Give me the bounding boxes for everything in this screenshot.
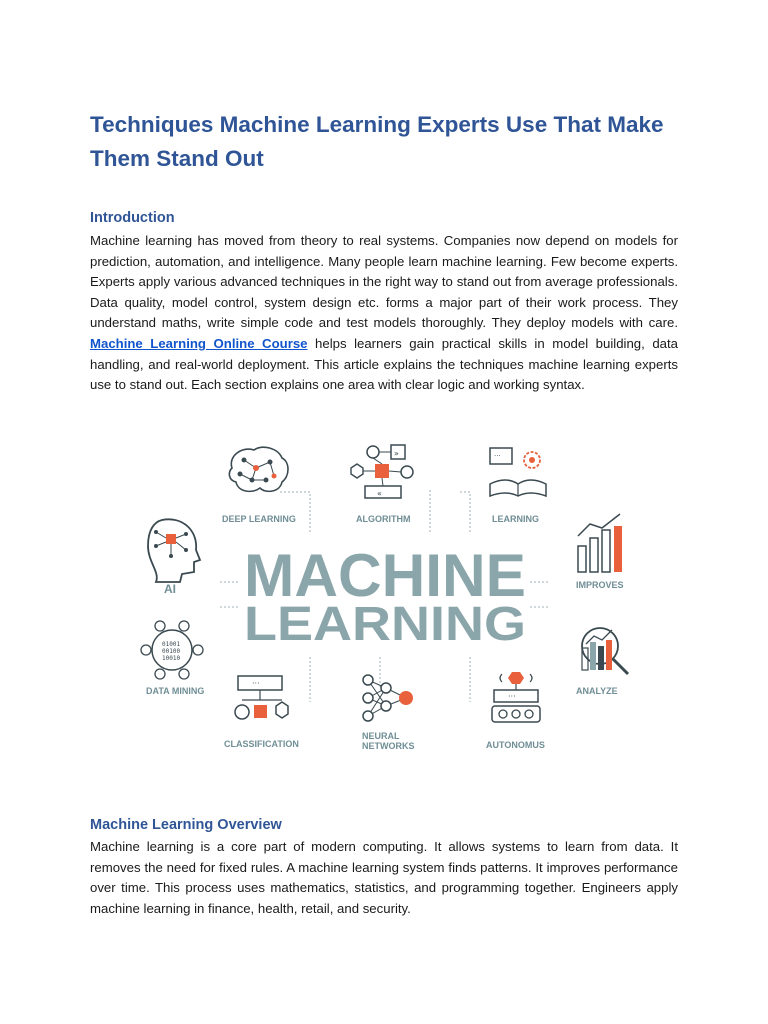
svg-text:···: ··· bbox=[494, 452, 501, 460]
document-title: Techniques Machine Learning Experts Use That Make Them Stand Out bbox=[90, 112, 664, 171]
binary-row-2: 00100 bbox=[162, 648, 181, 655]
label-networks: NETWORKS bbox=[362, 741, 415, 751]
intro-text-part2: helps learners gain practical skills in model building, data handling, and real-world deployment. This article explains the techniques machine learning experts use to stand out. Each section explains one area with clear logic and working syntax. bbox=[90, 335, 678, 393]
label-learning: LEARNING bbox=[492, 514, 539, 524]
algorithm-icon bbox=[351, 445, 413, 498]
label-data-mining: DATA MINING bbox=[146, 686, 205, 696]
label-neural: NEURAL bbox=[362, 731, 400, 741]
label-autonomus: AUTONOMUS bbox=[486, 740, 545, 750]
overview-paragraph: Machine learning is a core part of modern computing. It allows systems to learn from data. It removes the need for fixed rules. A machine learning system finds patterns. It improves performance over time. This process uses mathematics, statistics, and programming together. Engineers apply machine learning in finance, health, retail, and security. bbox=[90, 839, 678, 916]
label-ai: AI bbox=[164, 582, 176, 596]
intro-text-part1: Machine learning has moved from theory to real systems. Companies now depend on models for prediction, automation, and intelligence. Many people learn machine learning. Few become experts. Experts apply various advanced techniques in the right way to stand out from average professionals. Data quality, model control, system design etc. forms a major part of their work process. They understand maths, write simple code and test models thoroughly. They deploy models with care. bbox=[90, 233, 678, 331]
book-gear-icon bbox=[490, 448, 546, 496]
ml-online-course-link[interactable]: Machine Learning Online Course bbox=[90, 335, 308, 351]
neural-network-icon bbox=[363, 675, 413, 721]
label-algorithm: ALGORITHM bbox=[356, 514, 411, 524]
machine-learning-infographic bbox=[130, 432, 640, 762]
introduction-paragraph bbox=[90, 231, 678, 396]
magnifier-chart-icon bbox=[582, 628, 628, 674]
label-improves: IMPROVES bbox=[576, 580, 624, 590]
center-text-learning: LEARNING bbox=[244, 598, 526, 651]
svg-text:»: » bbox=[394, 449, 399, 458]
binary-row-3: 10010 bbox=[162, 655, 181, 662]
autonomous-robot-icon bbox=[492, 672, 540, 722]
center-text-machine: MACHINE bbox=[244, 542, 526, 609]
label-deep-learning: DEEP LEARNING bbox=[222, 514, 296, 524]
data-mining-icon bbox=[141, 621, 203, 679]
bar-chart-icon bbox=[578, 514, 622, 572]
label-classification: CLASSIFICATION bbox=[224, 739, 299, 749]
brain-icon bbox=[229, 447, 288, 491]
introduction-heading: Introduction bbox=[90, 210, 175, 226]
ai-head-icon bbox=[148, 519, 200, 582]
classification-icon bbox=[235, 676, 288, 719]
svg-text:···: ··· bbox=[252, 679, 260, 688]
overview-heading: Machine Learning Overview bbox=[90, 817, 282, 833]
svg-text:···: ··· bbox=[508, 692, 516, 701]
binary-row-1: 01001 bbox=[162, 641, 181, 648]
svg-text:«: « bbox=[377, 489, 382, 498]
label-analyze: ANALYZE bbox=[576, 686, 618, 696]
